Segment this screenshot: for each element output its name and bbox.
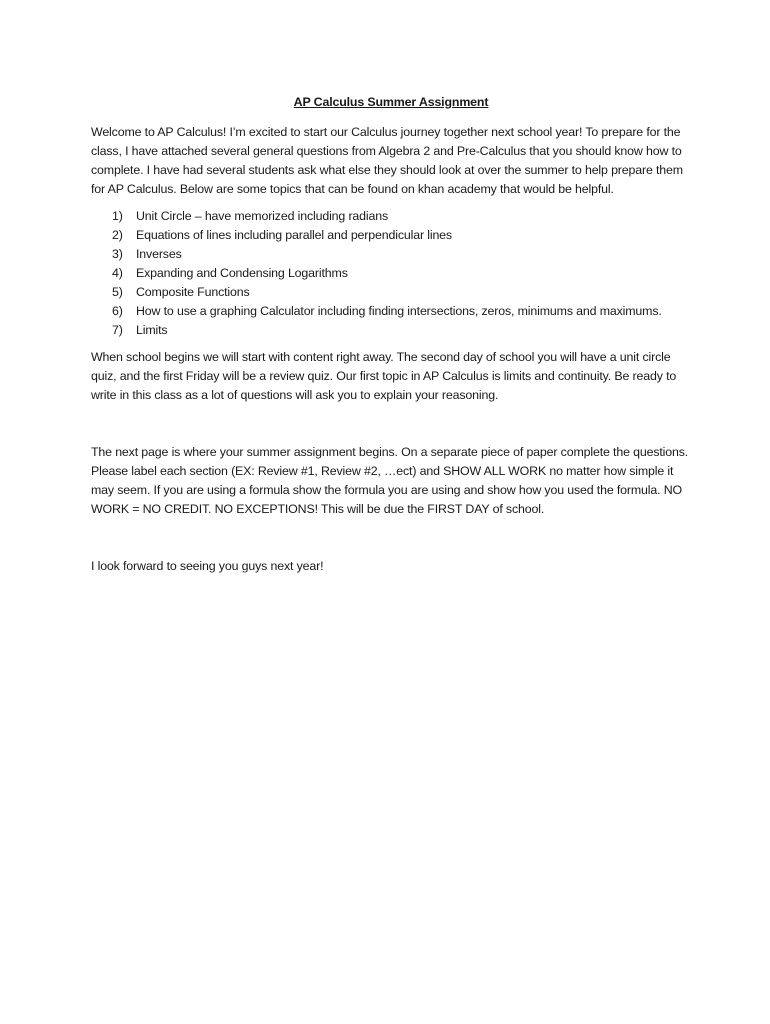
- list-item-number: 1): [112, 209, 123, 223]
- list-item-text: Equations of lines including parallel and perpendicular lines: [136, 228, 452, 242]
- list-item-number: 2): [112, 228, 123, 242]
- list-item-number: 5): [112, 285, 123, 299]
- list-item: [91, 264, 691, 283]
- list-item: [91, 302, 691, 321]
- list-item: [91, 245, 691, 264]
- school-start-paragraph: When school begins we will start with content right away. The second day of school you will have a unit circle quiz, and the first Friday will be a review quiz. Our first topic in AP Calculus is limits and continuity. Be ready to write in this class as a lot of questions will ask you to explain your reasoning.: [91, 350, 677, 402]
- assignment-instructions-paragraph: The next page is where your summer assignment begins. On a separate piece of paper complete the questions. Please label each section (EX: Review #1, Review #2, …ect) and SHOW ALL WORK no matter how simple it may seem. If you are using a formula show the formula you are using and show how you used the formula. NO WORK = NO CREDIT. NO EXCEPTIONS! This will be due the FIRST DAY of school.: [91, 445, 689, 516]
- list-item: [91, 226, 691, 245]
- list-item: [91, 283, 691, 302]
- list-item-text: Inverses: [136, 247, 182, 261]
- list-item-number: 7): [112, 323, 123, 337]
- document-body: [91, 94, 691, 576]
- list-item-number: 3): [112, 247, 123, 261]
- topics-list: [91, 207, 691, 340]
- intro-paragraph: Welcome to AP Calculus! I’m excited to start our Calculus journey together next school year! To prepare for the class, I have attached several general questions from Algebra 2 and Pre-Calculus that you should know how to complete. I have had several students ask what else they should look at over the summer to help prepare them for AP Calculus. Below are some topics that can be found on khan academy that would be helpful.: [91, 125, 683, 196]
- list-item-text: Unit Circle – have memorized including radians: [136, 209, 389, 223]
- list-item-text: Limits: [136, 323, 168, 337]
- document-title: AP Calculus Summer Assignment: [293, 95, 489, 109]
- list-item-number: 4): [112, 266, 123, 280]
- list-item: [91, 321, 691, 340]
- list-item: [91, 207, 691, 226]
- list-item-number: 6): [112, 304, 123, 318]
- list-item-text: How to use a graphing Calculator including finding intersections, zeros, minimums and maximums.: [136, 304, 662, 318]
- closing-paragraph: I look forward to seeing you guys next year!: [91, 559, 324, 573]
- list-item-text: Composite Functions: [136, 285, 250, 299]
- list-item-text: Expanding and Condensing Logarithms: [136, 266, 348, 280]
